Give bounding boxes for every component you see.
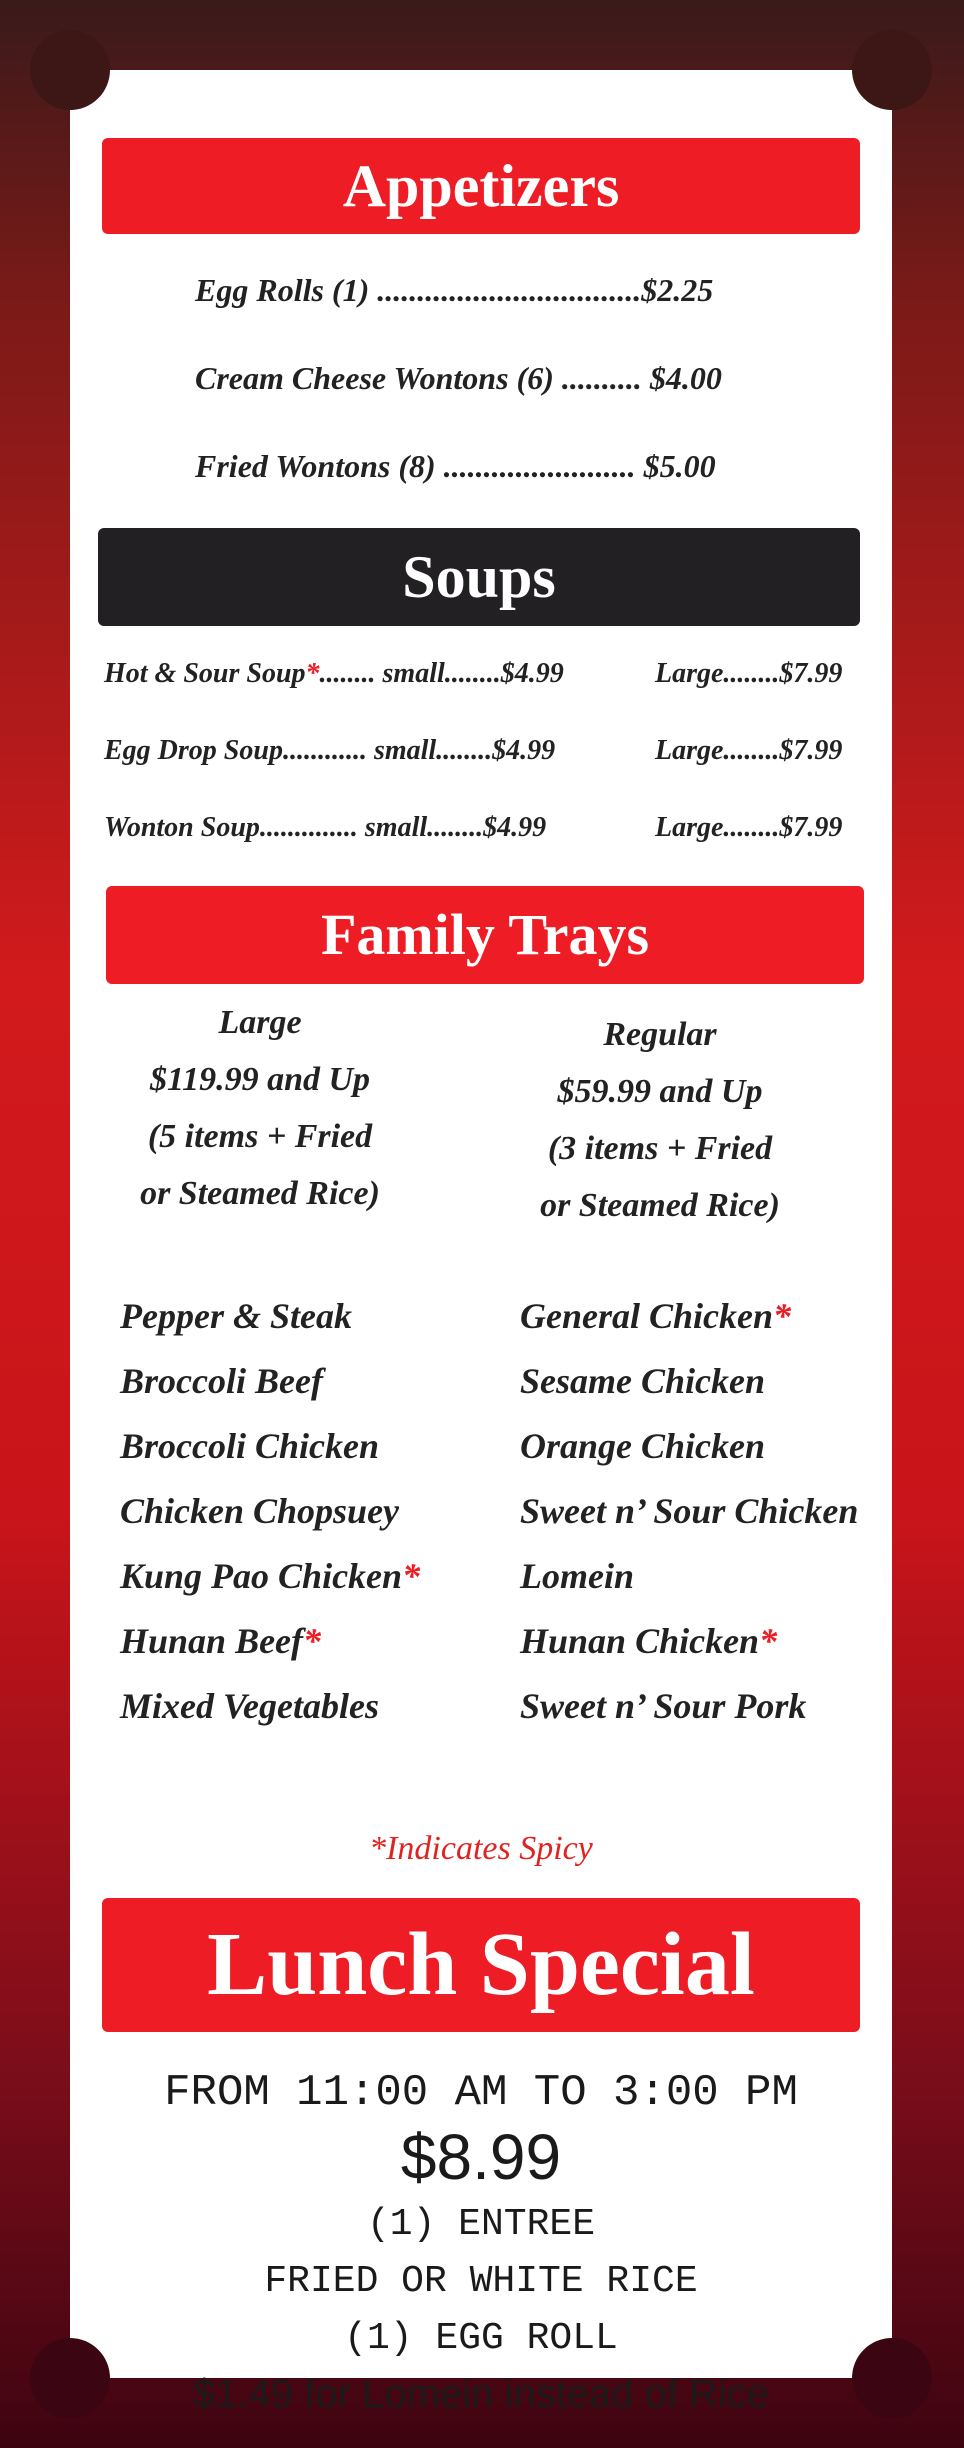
soup-small-price: .............. small........$4.99 <box>259 812 547 843</box>
tray-item: Orange Chicken <box>520 1426 766 1466</box>
soup-large-price: Large........$7.99 <box>655 812 843 843</box>
regular-tray-line: Regular <box>603 1016 717 1053</box>
soup-large-price: Large........$7.99 <box>655 658 843 689</box>
regular-tray-line: (3 items + Fried <box>547 1130 773 1167</box>
soup-item <box>104 658 564 690</box>
appetizer-item: Cream Cheese Wontons (6) .......... $4.00 <box>195 360 722 396</box>
lunch-special-banner: Lunch Special <box>102 1898 860 2032</box>
appetizers-banner: Appetizers <box>102 138 860 234</box>
lunch-line: (1) ENTREE <box>366 2203 596 2246</box>
tray-item: Kung Pao Chicken* <box>120 1556 421 1596</box>
tray-items-left <box>120 1284 420 1739</box>
tray-item: Broccoli Beef <box>120 1361 323 1401</box>
large-tray-line: or Steamed Rice) <box>140 1175 380 1212</box>
tray-item: Pepper & Steak <box>120 1296 352 1336</box>
menu-card <box>70 70 892 2416</box>
regular-tray-line: or Steamed Rice) <box>540 1187 780 1224</box>
soup-small-price: ........ small........$4.99 <box>319 658 564 689</box>
regular-tray-info <box>510 1006 810 1234</box>
lunch-line: $1.49 for Lomein instead of Rice <box>193 2372 769 2416</box>
spicy-note: *Indicates Spicy <box>369 1830 593 1867</box>
soup-large-price: Large........$7.99 <box>655 735 843 766</box>
lunch-line: (1) EGG ROLL <box>344 2317 618 2360</box>
tray-item: Chicken Chopsuey <box>120 1491 400 1531</box>
soups-banner: Soups <box>98 528 860 626</box>
tray-item: Sesame Chicken <box>520 1361 766 1401</box>
tray-item: Hunan Chicken* <box>520 1621 778 1661</box>
tray-items-right <box>520 1284 858 1739</box>
spicy-mark: * <box>305 658 320 689</box>
soup-small-price: ............ small........$4.99 <box>282 735 556 766</box>
tray-item: Lomein <box>520 1556 634 1596</box>
appetizer-item: Fried Wontons (8) ........................ $5.00 <box>195 448 716 484</box>
large-tray-line: Large <box>218 1004 302 1041</box>
tray-item: Sweet n’ Sour Chicken <box>520 1491 859 1531</box>
tray-item: Broccoli Chicken <box>120 1426 379 1466</box>
tray-item: Hunan Beef* <box>120 1621 322 1661</box>
lunch-hours: FROM 11:00 AM TO 3:00 PM <box>164 2068 798 2118</box>
large-tray-info <box>110 994 410 1222</box>
corner-notch <box>30 30 110 110</box>
large-tray-line: $119.99 and Up <box>149 1061 371 1098</box>
large-tray-line: (5 items + Fried <box>147 1118 373 1155</box>
corner-notch <box>852 30 932 110</box>
family-trays-banner: Family Trays <box>106 886 864 984</box>
tray-item: Mixed Vegetables <box>120 1686 379 1726</box>
lunch-line: FRIED OR WHITE RICE <box>264 2260 698 2303</box>
soup-name: Hot & Sour Soup <box>104 658 306 689</box>
tray-item: General Chicken* <box>520 1296 792 1336</box>
soup-name: Wonton Soup <box>104 812 260 843</box>
soup-item <box>104 735 555 767</box>
soup-name: Egg Drop Soup <box>104 735 283 766</box>
tray-item: Sweet n’ Sour Pork <box>520 1686 807 1726</box>
lunch-price: $8.99 <box>400 2121 562 2193</box>
appetizer-item: Egg Rolls (1) .................................$2.25 <box>195 272 714 308</box>
soup-item <box>104 812 546 844</box>
regular-tray-line: $59.99 and Up <box>557 1073 763 1110</box>
